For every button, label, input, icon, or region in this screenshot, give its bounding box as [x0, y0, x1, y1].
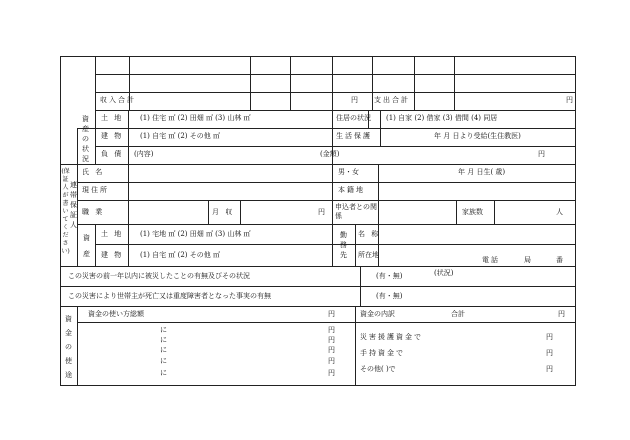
- debt-label: 負 債: [101, 150, 124, 158]
- guarantor-bottom-border: [60, 266, 576, 267]
- debt-yen: 円: [538, 150, 545, 158]
- expense-total-label: 支出合計: [374, 96, 410, 104]
- funds-item-other: その他( )で: [360, 365, 396, 373]
- assets-side-label: 資産の状況: [82, 115, 89, 163]
- guarantor-family-unit: 人: [556, 208, 563, 216]
- grid-line: [290, 56, 291, 110]
- debt-amount: (金額): [320, 150, 340, 158]
- grid-line: [77, 322, 576, 323]
- assets-building-label: 建 物: [101, 132, 124, 140]
- grid-line: [95, 74, 576, 75]
- grid-line: [95, 110, 96, 164]
- funds-breakdown-label: 資金の内訳: [360, 310, 395, 318]
- grid-line: [77, 224, 576, 225]
- grid-line: [95, 224, 96, 266]
- welfare-label: 生活保護: [336, 132, 372, 140]
- guarantor-phone-number: 番: [556, 256, 563, 264]
- debt-content: (内容): [134, 150, 154, 158]
- funds-item-yen: 円: [546, 349, 553, 357]
- grid-line: [95, 146, 576, 147]
- grid-line: [95, 244, 576, 245]
- grid-line: [414, 56, 415, 110]
- guarantor-sex: 男・女: [338, 168, 359, 176]
- guarantor-building-label: 建 物: [101, 251, 124, 259]
- grid-line: [380, 110, 381, 146]
- guarantor-building-types: (1) 自宅 ㎡ (2) その他 ㎡: [140, 251, 220, 259]
- guarantor-assets-side: 資産: [83, 234, 90, 258]
- funds-item-own: 手持資金で: [360, 349, 405, 357]
- grid-line: [250, 56, 251, 110]
- funds-usage-yen: 円: [328, 336, 335, 344]
- guarantor-phone-label: 電話: [482, 256, 500, 264]
- guarantor-family-label: 家族数: [462, 208, 483, 216]
- guarantor-land-label: 土 地: [101, 230, 124, 238]
- funds-item-yen: 円: [546, 365, 553, 373]
- funds-usage-line: に: [160, 357, 167, 365]
- funds-usage-line: に: [160, 369, 167, 377]
- grid-line: [95, 92, 576, 93]
- funds-usage-yen: 円: [328, 326, 335, 334]
- disaster-answer-2: (有・無): [376, 292, 403, 300]
- grid-line: [77, 128, 576, 129]
- grid-line: [208, 200, 209, 224]
- funds-usage-line: に: [160, 326, 167, 334]
- funds-breakdown-yen: 円: [558, 310, 565, 318]
- assets-land-types: (1) 住宅 ㎡ (2) 田畑 ㎡ (3) 山林 ㎡: [140, 114, 251, 122]
- grid-line: [332, 56, 333, 164]
- income-total-label: 収入合計: [100, 96, 136, 104]
- disaster-question-1: この災害の前一年以内に被災したことの有無及びその状況: [68, 272, 250, 280]
- form-top-border: [60, 56, 576, 57]
- funds-usage-line: に: [160, 336, 167, 344]
- guarantor-land-types: (1) 宅地 ㎡ (2) 田畑 ㎡ (3) 山林 ㎡: [140, 230, 251, 238]
- funds-total-yen: 円: [328, 310, 335, 318]
- grid-line: [77, 306, 78, 385]
- guarantor-phone-office: 局: [524, 256, 531, 264]
- grid-line: [360, 266, 361, 306]
- residence-types: (1) 自家 (2) 借家 (3) 借間 (4) 同居: [386, 114, 498, 122]
- grid-line: [95, 110, 576, 111]
- guarantor-work-side: 勤務先: [340, 231, 347, 259]
- guarantor-income-yen: 円: [318, 208, 325, 216]
- income-total-yen: 円: [351, 96, 358, 104]
- grid-line: [454, 56, 455, 110]
- disaster-answer-1: (有・無): [376, 272, 403, 280]
- guarantor-name-label: 氏 名: [82, 168, 105, 176]
- guarantor-domicile-label: 本籍地: [338, 186, 365, 194]
- grid-line: [60, 286, 576, 287]
- grid-line: [355, 224, 356, 266]
- funds-usage-line: に: [160, 346, 167, 354]
- funds-breakdown-total: 合計: [451, 310, 465, 318]
- guarantor-work-address-label: 所在地: [358, 251, 379, 259]
- guarantor-side-label: 連帯保証人: [70, 181, 77, 229]
- grid-line: [456, 200, 457, 224]
- assets-building-types: (1) 自宅 ㎡ (2) その他 ㎡: [140, 132, 220, 140]
- funds-usage-yen: 円: [328, 357, 335, 365]
- guarantor-job-label: 職 業: [82, 208, 105, 216]
- guarantor-side-note: (保証人が書いてください): [61, 168, 70, 255]
- assets-land-label: 土 地: [101, 114, 124, 122]
- guarantor-address-label: 現住所: [82, 186, 109, 194]
- disaster-question-2: この災害により世帯主が死亡又は重度障害者となった事実の有無: [68, 292, 271, 300]
- funds-usage-yen: 円: [328, 369, 335, 377]
- guarantor-relation-label: 申込者との関係: [335, 203, 377, 220]
- grid-line: [128, 110, 129, 164]
- grid-line: [355, 306, 356, 385]
- guarantor-work-name-label: 名 称: [358, 230, 381, 238]
- guarantor-birth: 年 月 日生( 歳): [458, 168, 506, 176]
- funds-item-relief: 災害援護資金で: [360, 333, 423, 341]
- welfare-text: 年 月 日より受給(生住教医): [434, 132, 521, 140]
- expense-total-yen: 円: [566, 96, 573, 104]
- funds-total-label: 資金の使い方総額: [88, 310, 144, 318]
- grid-line: [60, 306, 576, 307]
- grid-line: [332, 164, 333, 266]
- grid-line: [77, 182, 576, 183]
- funds-side-label: 資金の使途: [65, 315, 72, 379]
- grid-line: [77, 200, 576, 201]
- funds-usage-yen: 円: [328, 346, 335, 354]
- guarantor-income-label: 月 収: [212, 208, 235, 216]
- grid-line: [372, 56, 373, 110]
- form-bottom-border: [60, 385, 576, 386]
- funds-item-yen: 円: [546, 333, 553, 341]
- grid-line: [128, 164, 129, 266]
- grid-line: [240, 200, 241, 224]
- grid-line: [494, 200, 495, 224]
- disaster-status-1: (状況): [434, 269, 454, 277]
- form-right-border: [575, 56, 576, 385]
- assets-bottom-border: [60, 164, 576, 165]
- residence-label: 住居の状況: [336, 114, 371, 122]
